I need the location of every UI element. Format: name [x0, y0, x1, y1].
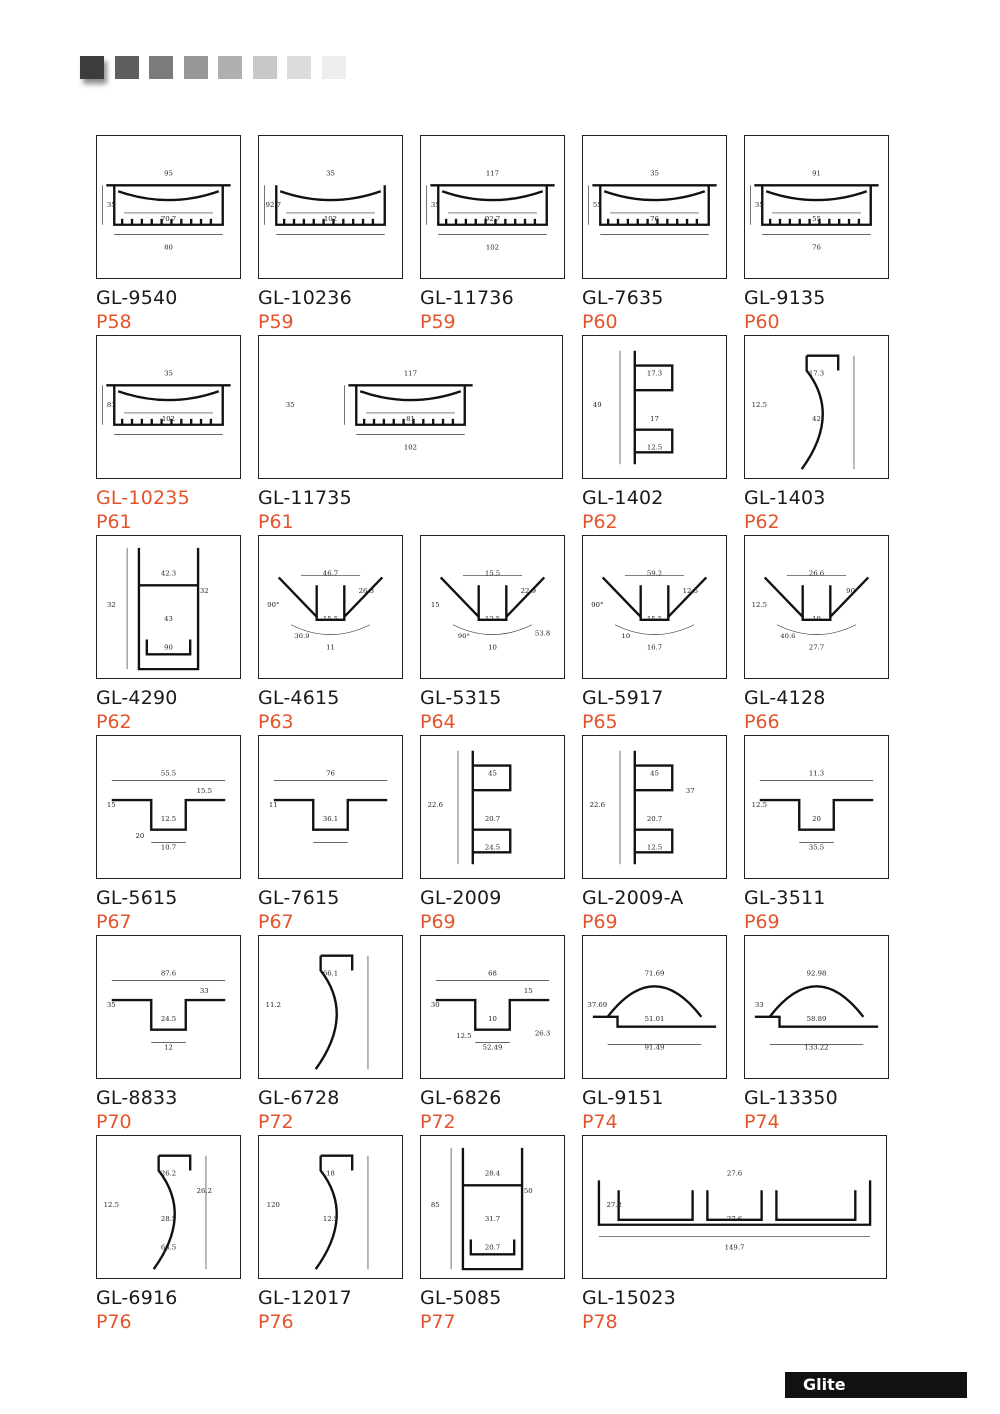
profile-drawing [420, 135, 565, 279]
dimension-label: 15.5 [646, 615, 663, 624]
dimension-label: 17 [650, 415, 659, 424]
profile-drawing [96, 535, 241, 679]
product-code: GL-4290 [96, 687, 178, 709]
dimension-label: 102 [403, 443, 418, 452]
profile-drawing [258, 935, 403, 1079]
dimension-label: 12.5 [751, 801, 767, 809]
dimension-label: 18 [326, 1169, 335, 1178]
dimension-label: 35 [106, 201, 116, 209]
product-code: GL-10236 [258, 287, 352, 309]
dimension-label: 92.7 [484, 215, 501, 224]
dimension-label: 16.7 [646, 643, 663, 652]
profile-drawing [258, 735, 403, 879]
product-code: GL-5917 [582, 687, 664, 709]
dimension-label: 35 [430, 201, 440, 209]
dimension-label: 11 [326, 643, 335, 652]
dimension-label: 35 [164, 369, 173, 378]
dimension-label: 33 [754, 1001, 764, 1009]
dimension-label: 15.5 [196, 786, 212, 795]
page-reference-link[interactable]: P62 [96, 711, 132, 733]
dimension-label: 26.6 [808, 569, 825, 578]
dimension-label: 12.5 [160, 815, 177, 824]
product-code: GL-13350 [744, 1087, 838, 1109]
dimension-label: 91.49 [644, 1043, 665, 1052]
profile-drawing [96, 135, 241, 279]
product-code: GL-7635 [582, 287, 664, 309]
profile-drawing [96, 1135, 241, 1279]
dimension-label: 15 [523, 986, 533, 995]
dimension-label: 27.2 [606, 1201, 622, 1209]
profile-drawing [582, 735, 727, 879]
dimension-label: 52.49 [482, 1043, 503, 1052]
page-reference-link[interactable]: P69 [420, 911, 456, 933]
dimension-label: 55.5 [160, 769, 177, 778]
dimension-label: 68 [488, 969, 497, 978]
profile-drawing [582, 1135, 887, 1279]
dimension-label: 10 [812, 615, 821, 624]
dimension-label: 12.5 [751, 601, 767, 609]
dimension-label: 20.7 [484, 815, 501, 824]
dimension-label: 102 [323, 215, 338, 224]
profile-drawing [420, 1135, 565, 1279]
dimension-label: 36.1 [322, 815, 339, 824]
product-code: GL-6916 [96, 1287, 178, 1309]
dimension-label: 90° [267, 601, 280, 609]
dimension-label: 12.5 [682, 586, 698, 595]
dimension-label: 32 [106, 601, 116, 609]
product-code: GL-9135 [744, 287, 826, 309]
dimension-label: 37 [685, 786, 695, 795]
dimension-label: 12.5 [646, 443, 663, 452]
product-code: GL-3511 [744, 887, 826, 909]
dimension-label: 17.3 [646, 369, 663, 378]
dimension-label: 91 [812, 169, 821, 178]
dimension-label: 33 [199, 986, 209, 995]
dimension-label: 43 [164, 615, 173, 624]
page-reference-link[interactable]: P65 [582, 711, 618, 733]
dimension-label: 15.5 [322, 615, 339, 624]
profile-drawing [582, 135, 727, 279]
product-code: GL-9540 [96, 287, 178, 309]
dimension-label: 149.7 [724, 1243, 745, 1252]
dimension-label: 28.5 [160, 1215, 177, 1224]
page-reference-link[interactable]: P69 [582, 911, 618, 933]
page-reference-link[interactable]: P76 [258, 1311, 294, 1333]
dimension-label: 35 [650, 169, 659, 178]
dimension-label: 76 [326, 769, 335, 778]
dimension-label: 102 [485, 243, 500, 252]
dimension-label: 12.5 [322, 1215, 339, 1224]
dimension-label: 40.6 [780, 632, 796, 641]
header-swatch [149, 56, 173, 79]
profile-drawing [258, 335, 563, 479]
product-code: GL-12017 [258, 1287, 352, 1309]
dimension-label: 95 [164, 169, 173, 178]
dimension-label: 35 [106, 1001, 116, 1009]
product-code: GL-11736 [420, 287, 514, 309]
dimension-label: 42 [812, 415, 821, 424]
dimension-label: 27.7 [808, 643, 825, 652]
product-code: GL-4615 [258, 687, 340, 709]
header-swatch [287, 56, 311, 79]
product-code: GL-5315 [420, 687, 502, 709]
dimension-label: 71.69 [644, 969, 665, 978]
dimension-label: 22.6 [427, 801, 443, 809]
profile-drawing [744, 935, 889, 1079]
dimension-label: 28.4 [484, 1169, 501, 1178]
profile-drawing [96, 935, 241, 1079]
dimension-label: 81 [106, 401, 116, 409]
product-code: GL-9151 [582, 1087, 664, 1109]
dimension-label: 53.8 [534, 629, 551, 638]
dimension-label: 35 [285, 401, 295, 409]
dimension-label: 31.7 [484, 1215, 501, 1224]
dimension-label: 90° [457, 632, 471, 641]
dimension-label: 15 [430, 601, 440, 609]
dimension-label: 120 [266, 1201, 280, 1209]
dimension-label: 76 [650, 215, 659, 224]
dimension-label: 20.7 [484, 1243, 501, 1252]
page-reference-link[interactable]: P60 [582, 311, 618, 333]
dimension-label: 26.3 [534, 1029, 551, 1038]
dimension-label: 12.5 [646, 843, 663, 852]
profile-drawing [420, 535, 565, 679]
product-code: GL-8833 [96, 1087, 178, 1109]
dimension-label: 11.3 [808, 769, 825, 778]
dimension-label: 26.3 [358, 586, 374, 595]
page-reference-link[interactable]: P64 [420, 711, 456, 733]
product-code: GL-11735 [258, 487, 352, 509]
dimension-label: 76 [812, 243, 821, 252]
product-code: GL-7615 [258, 887, 340, 909]
page-reference-link[interactable]: P67 [258, 911, 294, 933]
profile-drawing [258, 135, 403, 279]
header-swatch [322, 56, 346, 79]
profile-drawing [420, 735, 565, 879]
product-code: GL-1403 [744, 487, 826, 509]
dimension-label: 45 [488, 769, 497, 778]
dimension-label: 22.9 [520, 586, 536, 595]
dimension-label: 20 [812, 815, 821, 824]
dimension-label: 26.2 [196, 1186, 212, 1195]
dimension-label: 35 [754, 201, 764, 209]
dimension-label: 59.2 [646, 569, 663, 578]
page-reference-link[interactable]: P67 [96, 911, 132, 933]
dimension-label: 10.7 [160, 843, 177, 852]
dimension-label: 37.69 [587, 1001, 608, 1009]
dimension-label: 12.5 [484, 615, 501, 624]
dimension-label: 32 [199, 586, 209, 595]
dimension-label: 24.5 [484, 843, 501, 852]
header-swatch [115, 56, 139, 79]
dimension-label: 117 [485, 169, 500, 178]
product-code: GL-5085 [420, 1287, 502, 1309]
dimension-label: 12.5 [751, 401, 767, 409]
dimension-label: 58.89 [806, 1015, 827, 1024]
dimension-label: 102 [161, 415, 176, 424]
product-code: GL-5615 [96, 887, 178, 909]
dimension-label: 87.6 [160, 969, 177, 978]
dimension-label: 42.3 [160, 569, 177, 578]
dimension-label: 92.98 [806, 969, 827, 978]
dimension-label: 90 [164, 643, 173, 652]
dimension-label: 30.9 [294, 632, 310, 641]
page-reference-link[interactable]: P66 [744, 711, 780, 733]
dimension-label: 90° [846, 586, 859, 595]
dimension-label: 11 [268, 801, 278, 809]
dimension-label: 22.6 [589, 801, 605, 809]
profile-drawing [582, 535, 727, 679]
dimension-label: 10 [488, 643, 497, 652]
dimension-label: 20 [135, 832, 145, 841]
dimension-label: 85 [430, 1201, 440, 1209]
dimension-label: 81 [406, 415, 415, 424]
page-reference-link[interactable]: P77 [420, 1311, 456, 1333]
page-reference-link[interactable]: P59 [420, 311, 456, 333]
dimension-label: 51.01 [644, 1015, 665, 1024]
page-reference-link[interactable]: P72 [420, 1111, 456, 1133]
page-reference-link[interactable]: P69 [744, 911, 780, 933]
page-reference-link[interactable]: P61 [258, 511, 294, 533]
dimension-label: 15.5 [484, 569, 501, 578]
dimension-label: 45 [650, 769, 659, 778]
page-reference-link[interactable]: P62 [744, 511, 780, 533]
dimension-label: 80 [164, 243, 173, 252]
dimension-label: 49 [592, 401, 602, 409]
page-reference-link[interactable]: P60 [744, 311, 780, 333]
product-code: GL-6826 [420, 1087, 502, 1109]
product-code: GL-2009-A [582, 887, 684, 909]
dimension-label: 30 [430, 1001, 440, 1009]
page-reference-link[interactable]: P74 [744, 1111, 780, 1133]
profile-drawing [744, 735, 889, 879]
dimension-label: 10 [488, 1015, 497, 1024]
page-reference-link[interactable]: P61 [96, 511, 132, 533]
profile-drawing [744, 135, 889, 279]
dimension-label: 27.6 [726, 1215, 743, 1224]
dimension-label: 15 [106, 801, 116, 809]
dimension-label: 12 [164, 1043, 173, 1052]
header-swatch [253, 56, 277, 79]
product-code: GL-6728 [258, 1087, 340, 1109]
profile-drawing [582, 935, 727, 1079]
profile-drawing [96, 335, 241, 479]
profile-drawing [420, 935, 565, 1079]
page-reference-link[interactable]: P70 [96, 1111, 132, 1133]
dimension-label: 11.2 [265, 1001, 281, 1009]
dimension-label: 55 [592, 201, 602, 209]
dimension-label: 55 [812, 215, 821, 224]
page-reference-link[interactable]: P63 [258, 711, 294, 733]
dimension-label: 12.5 [456, 1032, 472, 1041]
dimension-label: 35 [326, 169, 335, 178]
header-swatch [218, 56, 242, 79]
dimension-label: 24.5 [160, 1015, 177, 1024]
page-reference-link[interactable]: P72 [258, 1111, 294, 1133]
product-code: GL-15023 [582, 1287, 676, 1309]
profile-drawing [96, 735, 241, 879]
dimension-label: 35.5 [808, 843, 825, 852]
profile-drawing [582, 335, 727, 479]
page-reference-link[interactable]: P76 [96, 1311, 132, 1333]
product-code: GL-4128 [744, 687, 826, 709]
dimension-label: 70.7 [160, 215, 177, 224]
header-swatch [80, 56, 104, 79]
header-swatch [184, 56, 208, 79]
dimension-label: 20.7 [646, 815, 663, 824]
profile-drawing [258, 1135, 403, 1279]
dimension-label: 90° [591, 601, 604, 609]
page-reference-link[interactable]: P62 [582, 511, 618, 533]
dimension-label: 117 [403, 369, 418, 378]
dimension-label: 50 [523, 1186, 533, 1195]
brand-footer-badge: Glite [785, 1372, 967, 1398]
dimension-label: 92.7 [265, 201, 281, 209]
product-code: GL-1402 [582, 487, 664, 509]
dimension-label: 68.5 [160, 1243, 177, 1252]
dimension-label: 133.22 [804, 1043, 829, 1052]
profile-drawing [744, 335, 889, 479]
page-reference-link[interactable]: P59 [258, 311, 294, 333]
page-reference-link[interactable]: P58 [96, 311, 132, 333]
profile-drawing [258, 535, 403, 679]
profile-drawing [744, 535, 889, 679]
page-reference-link[interactable]: P74 [582, 1111, 618, 1133]
dimension-label: 12.5 [103, 1201, 119, 1209]
dimension-label: 66.1 [322, 969, 339, 978]
page-reference-link[interactable]: P78 [582, 1311, 618, 1333]
dimension-label: 46.7 [322, 569, 339, 578]
dimension-label: 17.3 [808, 369, 825, 378]
dimension-label: 10 [621, 632, 631, 641]
product-code: GL-2009 [420, 887, 502, 909]
dimension-label: 26.2 [160, 1169, 177, 1178]
product-code: GL-10235 [96, 487, 190, 509]
dimension-label: 27.6 [726, 1169, 743, 1178]
